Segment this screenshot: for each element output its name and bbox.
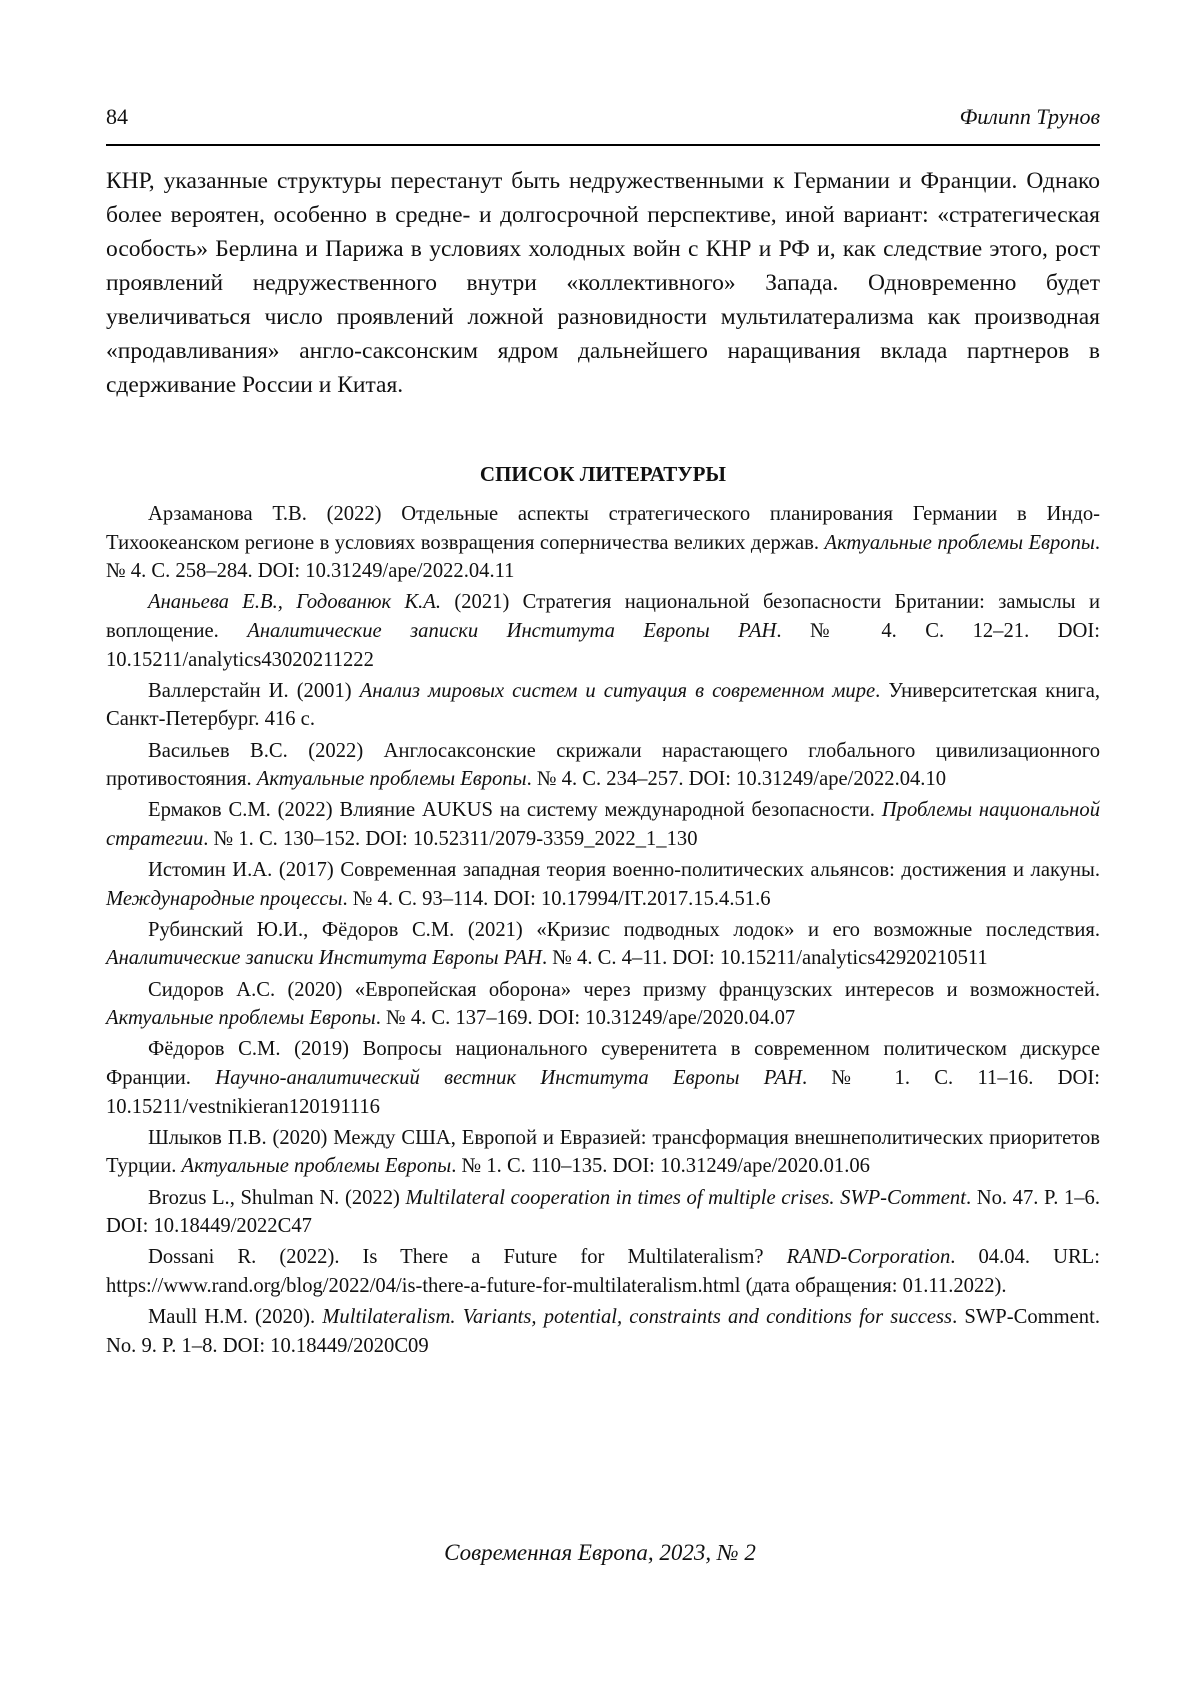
reference-item: Валлерстайн И. (2001) Анализ мировых систем и ситуация в современном мире. Университетская книга, Санкт-Петербург. 416 с. <box>106 679 1100 731</box>
running-title-author: Филипп Трунов <box>959 104 1100 129</box>
reference-item: Фёдоров С.М. (2019) Вопросы национального суверенитета в современном политическом дискурсе Франции. Научно-аналитический вестник Института Европы РАН. № 1. С. 11–16. DOI: 10.15211/vestnikieran120191116 <box>106 1038 1100 1118</box>
reference-item: Арзаманова Т.В. (2022) Отдельные аспекты стратегического планирования Германии в Индо-Тихоокеанском регионе в условиях возвращения соперничества великих держав. Актуальные проблемы Европы. № 4. С. 258–284. DOI: 10.31249/ape/2022.04.11 <box>106 503 1100 583</box>
reference-item: Ермаков С.М. (2022) Влияние AUKUS на систему международной безопасности. Проблемы национальной стратегии. № 1. С. 130–152. DOI: 10.52311/2079-3359_2022_1_130 <box>106 799 1100 850</box>
reference-item: Шлыков П.В. (2020) Между США, Европой и Евразией: трансформация внешнеполитических приоритетов Турции. Актуальные проблемы Европы. № 1. С. 110–135. DOI: 10.31249/ape/2020.01.06 <box>106 1126 1100 1178</box>
reference-item: Brozus L., Shulman N. (2022) Multilateral cooperation in times of multiple crises. SWP-Comment. No. 47. P. 1–6. DOI: 10.18449/2022C47 <box>106 1186 1100 1238</box>
page-header <box>106 104 1100 146</box>
references-heading: СПИСОК ЛИТЕРАТУРЫ <box>479 462 727 486</box>
reference-item: Dossani R. (2022). Is There a Future for Multilateralism? RAND-Corporation. 04.04. URL: https://www.rand.org/blog/2022/04/is-there-a-future-for-multilateralism.html (дата обращения: 01.11.2022). <box>106 1246 1100 1297</box>
reference-item: Ананьева Е.В., Годованюк К.А. (2021) Стратегия национальной безопасности Британии: замыслы и воплощение. Аналитические записки Института Европы РАН. № 4. С. 12–21. DOI: 10.15211/analytics43020211222 <box>106 591 1100 671</box>
reference-item: Сидоров А.С. (2020) «Европейская оборона» через призму французских интересов и возможностей. Актуальные проблемы Европы. № 4. С. 137–169. DOI: 10.31249/ape/2020.04.07 <box>106 978 1100 1030</box>
page-number: 84 <box>106 104 128 129</box>
reference-item: Maull H.M. (2020). Multilateralism. Variants, potential, constraints and conditions for success. SWP-Comment. No. 9. P. 1–8. DOI: 10.18449/2020C09 <box>106 1306 1100 1357</box>
reference-item: Истомин И.А. (2017) Современная западная теория военно-политических альянсов: достижения и лакуны. Международные процессы. № 4. С. 93–114. DOI: 10.17994/IT.2017.15.4.51.6 <box>106 859 1100 910</box>
journal-footer: Современная Европа, 2023, № 2 <box>444 1540 756 1565</box>
reference-item: Рубинский Ю.И., Фёдоров С.М. (2021) «Кризис подводных лодок» и его возможные последствия. Аналитические записки Института Европы РАН. № 4. С. 4–11. DOI: 10.15211/analytics42920210511 <box>106 918 1100 970</box>
reference-item: Васильев В.С. (2022) Англосаксонские скрижали нарастающего глобального цивилизационного противостояния. Актуальные проблемы Европы. № 4. С. 234–257. DOI: 10.31249/ape/2022.04.10 <box>106 739 1100 791</box>
references-list <box>106 500 1100 1363</box>
body-paragraph: КНР, указанные структуры перестанут быть недружественными к Германии и Франции. Однако более вероятен, особенно в средне- и долгосрочной перспективе, иной вариант: «стратегическая особость» Берлина и Парижа в условиях холодных войн с КНР и РФ и, как следствие этого, рост проявлений недружественного внутри «коллективного» Запада. Одновременно будет увеличиваться число проявлений ложной разновидности мультилатерализма как производная «продавливания» англо-саксонским ядром дальнейшего наращивания вклада партнеров в сдерживание России и Китая. <box>106 168 1100 398</box>
